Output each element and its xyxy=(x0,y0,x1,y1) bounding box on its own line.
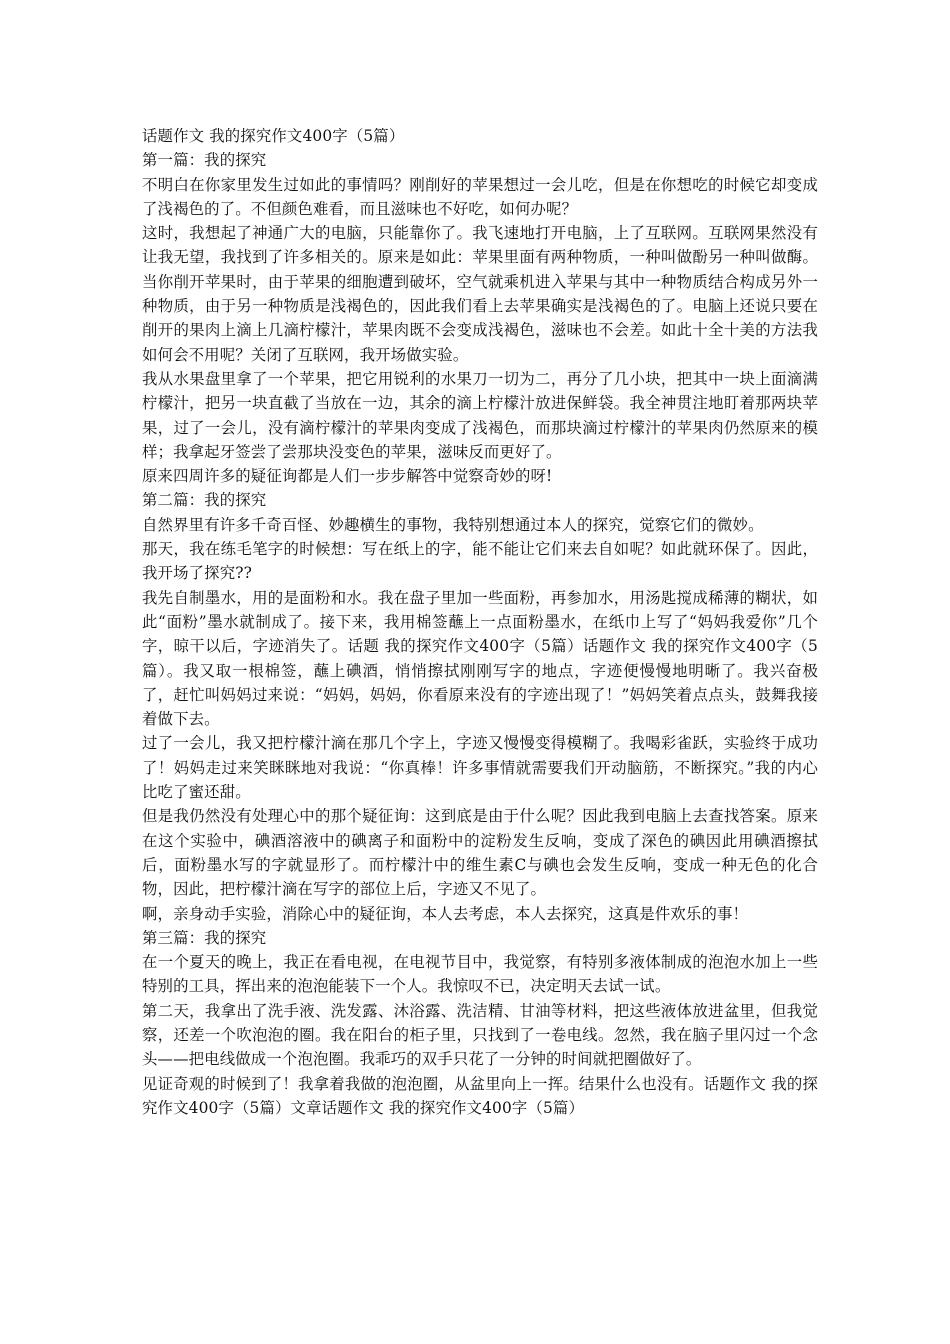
paragraph: 啊，亲身动手实验，消除心中的疑征询，本人去考虑，本人去探究，这真是件欢乐的事！ xyxy=(142,904,749,923)
document-title: 话题作文 我的探究作文400字（5篇） xyxy=(142,127,405,145)
paragraph: 第二天，我拿出了洗手液、洗发露、沐浴露、洗洁精、甘油等材料，把这些液体放进盆里，但我觉察，还差一个吹泡泡的圈。我在阳台的柜子里，只找到了一卷电线。忽然，我在脑子里闪过一个念头——把电线做成一个泡泡圈。我乖巧的双手只花了一分钟的时间就把圈做好了。 xyxy=(142,1001,818,1069)
section-heading-2: 第二篇：我的探究 xyxy=(142,491,267,510)
paragraph: 过了一会儿，我又把柠檬汁滴在那几个字上，字迹又慢慢变得模糊了。我喝彩雀跃，实验终于成功了！妈妈走过来笑眯眯地对我说：“你真棒！许多事情就需要我们开动脑筋，不断探究。”我的内心比吃了蜜还甜。 xyxy=(142,734,818,802)
paragraph: 我先自制墨水，用的是面粉和水。我在盘子里加一些面粉，再参加水，用汤匙搅成稀薄的糊状，如此“面粉”墨水就制成了。接下来，我用棉签蘸上一点面粉墨水，在纸巾上写了“妈妈我爱你”几个字，晾干以后，字迹消失了。话题 我的探究作文400字（5篇）话题作文 我的探究作文400字（5篇）。我又取一根棉签，蘸上碘酒，悄悄擦拭刚刚写字的地点，字迹便慢慢地明晰了。我兴奋极了，赶忙叫妈妈过来说：“妈妈，妈妈，你看原来没有的字迹出现了！”妈妈笑着点点头，鼓舞我接着做下去。 xyxy=(142,588,818,729)
section-heading-1: 第一篇：我的探究 xyxy=(142,151,267,170)
paragraph: 不明白在你家里发生过如此的事情吗？刚削好的苹果想过一会儿吃，但是在你想吃的时候它却变成了浅褐色的了。不但颜色难看，而且滋味也不好吃，如何办呢？ xyxy=(142,175,818,218)
paragraph: 自然界里有许多千奇百怪、妙趣横生的事物，我特别想通过本人的探究，觉察它们的微妙。 xyxy=(142,515,764,534)
paragraph: 在一个夏天的晚上，我正在看电视，在电视节目中，我觉察，有特别多液体制成的泡泡水加上一些特别的工具，挥出来的泡泡能装下一个人。我惊叹不已，决定明天去试一试。 xyxy=(142,953,818,996)
paragraph: 我从水果盘里拿了一个苹果，把它用锐利的水果刀一切为二，再分了几小块，把其中一块上面滴满柠檬汁，把另一块直截了当放在一边，其余的滴上柠檬汁放进保鲜袋。我全神贯注地盯着那两块苹果，过了一会儿，没有滴柠檬汁的苹果肉变成了浅褐色，而那块滴过柠檬汁的苹果肉仍然原来的模样；我拿起牙签尝了尝那块没变色的苹果，滋味反而更好了。 xyxy=(142,369,818,461)
paragraph: 见证奇观的时候到了！我拿着我做的泡泡圈，从盆里向上一挥。结果什么也没有。话题作文 我的探究作文400字（5篇）文章话题作文 我的探究作文400字（5篇） xyxy=(142,1074,818,1117)
paragraph: 那天，我在练毛笔字的时候想：写在纸上的字，能不能让它们来去自如呢？如此就环保了。因此，我开场了探究?? xyxy=(142,540,818,583)
paragraph: 这时，我想起了神通广大的电脑，只能靠你了。我飞速地打开电脑，上了互联网。互联网果然没有让我无望，我找到了许多相关的。原来是如此：苹果里面有两种物质，一种叫做酚另一种叫做酶。当你削开苹果时，由于苹果的细胞遭到破坏，空气就乘机进入苹果与其中一种物质结合构成另外一种物质，由于另一种物质是浅褐色的，因此我们看上去苹果确实是浅褐色的了。电脑上还说只要在削开的果肉上滴上几滴柠檬汁，苹果肉既不会变成浅褐色，滋味也不会差。如此十全十美的方法我如何会不用呢？关闭了互联网，我开场做实验。 xyxy=(142,224,818,364)
section-heading-3: 第三篇：我的探究 xyxy=(142,928,267,947)
paragraph: 但是我仍然没有处理心中的那个疑征询：这到底是由于什么呢？因此我到电脑上去查找答案。原来在这个实验中，碘酒溶液中的碘离子和面粉中的淀粉发生反响，变成了深色的碘因此用碘酒擦拭后，面粉墨水写的字就显形了。而柠檬汁中的维生素C与碘也会发生反响，变成一种无色的化合物，因此，把柠檬汁滴在写字的部位上后，字迹又不见了。 xyxy=(142,807,818,899)
paragraph: 原来四周许多的疑征询都是人们一步步解答中觉察奇妙的呀! xyxy=(142,467,553,486)
document-body xyxy=(142,124,818,1120)
